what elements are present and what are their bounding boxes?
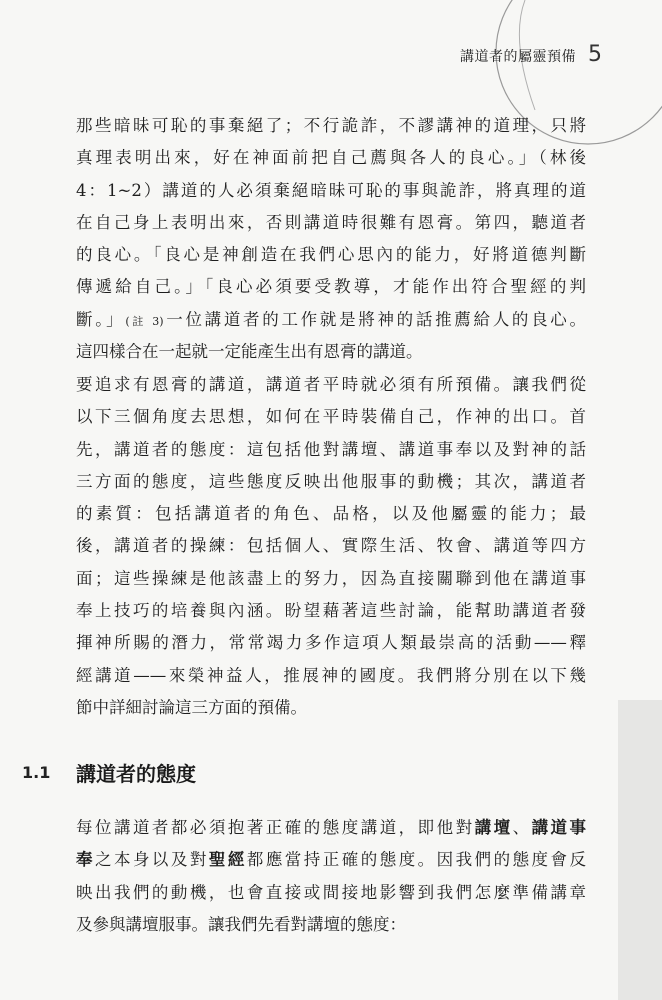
paragraph-line: 奉上技巧的培養與內涵。盼望藉著這些討論，能幫助講道者發 bbox=[76, 601, 586, 621]
right-edge-bleed bbox=[618, 700, 662, 1000]
paragraph-1 bbox=[76, 110, 586, 368]
line-prefix: 斷。」 bbox=[76, 309, 126, 329]
paragraph-line bbox=[76, 844, 586, 876]
emphasis-preaching-ministry: 講道事 bbox=[531, 818, 586, 837]
paragraph-line: 揮神所賜的潛力，常常竭力多作這項人類最崇高的活動——釋 bbox=[76, 633, 586, 653]
paragraph-line: 要追求有恩膏的講道，講道者平時就必須有所預備。讓我們從 bbox=[76, 375, 586, 394]
line-text: 每位講道者都必須抱著正確的態度講道，即他對 bbox=[76, 818, 475, 837]
emphasis-pulpit: 講壇 bbox=[474, 818, 513, 837]
paragraph-line bbox=[76, 812, 586, 844]
section-number: 1.1 bbox=[22, 763, 51, 782]
paragraph-line: 的良心。「良心是神創造在我們心思內的能力，好將道德判斷 bbox=[76, 245, 586, 265]
paragraph-line: 映出我們的動機，也會直接或間接地影響到我們怎麼準備講章 bbox=[76, 882, 586, 902]
paragraph-line: 真理表明出來，好在神面前把自己薦與各人的良心。」（林後 bbox=[76, 148, 586, 168]
section-heading: 講道者的態度 bbox=[76, 762, 196, 786]
paragraph-line: 那些暗昧可恥的事棄絕了；不行詭詐，不謬講神的道理，只將 bbox=[76, 116, 586, 135]
emphasis-ministry-end: 奉 bbox=[76, 850, 95, 870]
line-text: 都應當持正確的態度。因我們的態度會反 bbox=[246, 850, 586, 870]
paragraph-line: 先，講道者的態度：這包括他對講壇、講道事奉以及對神的話 bbox=[76, 439, 586, 459]
emphasis-scripture: 聖經 bbox=[208, 850, 247, 870]
paragraph-line: 節中詳細討論這三方面的預備。 bbox=[76, 697, 307, 717]
paragraph-line: 面；這些操練是他該盡上的努力，因為直接關聯到他在講道事 bbox=[76, 568, 586, 588]
paragraph-line: 在自己身上表明出來，否則講道時很難有恩膏。第四，聽道者 bbox=[76, 212, 586, 232]
paragraph-line: 三方面的態度，這些態度反映出他服事的動機；其次，講道者 bbox=[76, 471, 586, 491]
paragraph-line: 傳遞給自己。」「良心必須要受教導，才能作出符合聖經的判 bbox=[76, 277, 586, 297]
line-text: 之本身以及對 bbox=[94, 850, 209, 870]
paragraph-2 bbox=[76, 369, 586, 724]
running-header-title: 講道者的屬靈預備 bbox=[460, 49, 576, 65]
paragraph-line: 以下三個角度去思想，如何在平時裝備自己，作神的出口。首 bbox=[76, 407, 586, 427]
page-number: 5 bbox=[588, 42, 602, 67]
running-header bbox=[460, 42, 602, 67]
paragraph-line: 經講道——來榮神益人，推展神的國度。我們將分別在以下幾 bbox=[76, 665, 586, 685]
paragraph-line: 這四樣合在一起就一定能產生出有恩膏的講道。 bbox=[76, 342, 423, 362]
paragraph-line: 4：1~2）講道的人必須棄絕暗昧可恥的事與詭詐，將真理的道 bbox=[76, 180, 586, 200]
paragraph-line: 及參與講壇服事。讓我們先看對講壇的態度： bbox=[76, 914, 406, 934]
paragraph-line: 的素質：包括講道者的角色、品格，以及他屬靈的能力；最 bbox=[76, 504, 586, 524]
line-text: 、 bbox=[512, 818, 532, 837]
paragraph-3 bbox=[76, 812, 586, 941]
footnote-marker: (註 3) bbox=[125, 314, 164, 328]
paragraph-line: 後，講道者的操練：包括個人、實際生活、牧會、講道等四方 bbox=[76, 536, 586, 556]
line-text: 一位講道者的工作就是將神的話推薦給人的良心。 bbox=[163, 309, 586, 329]
paragraph-line bbox=[76, 304, 586, 336]
